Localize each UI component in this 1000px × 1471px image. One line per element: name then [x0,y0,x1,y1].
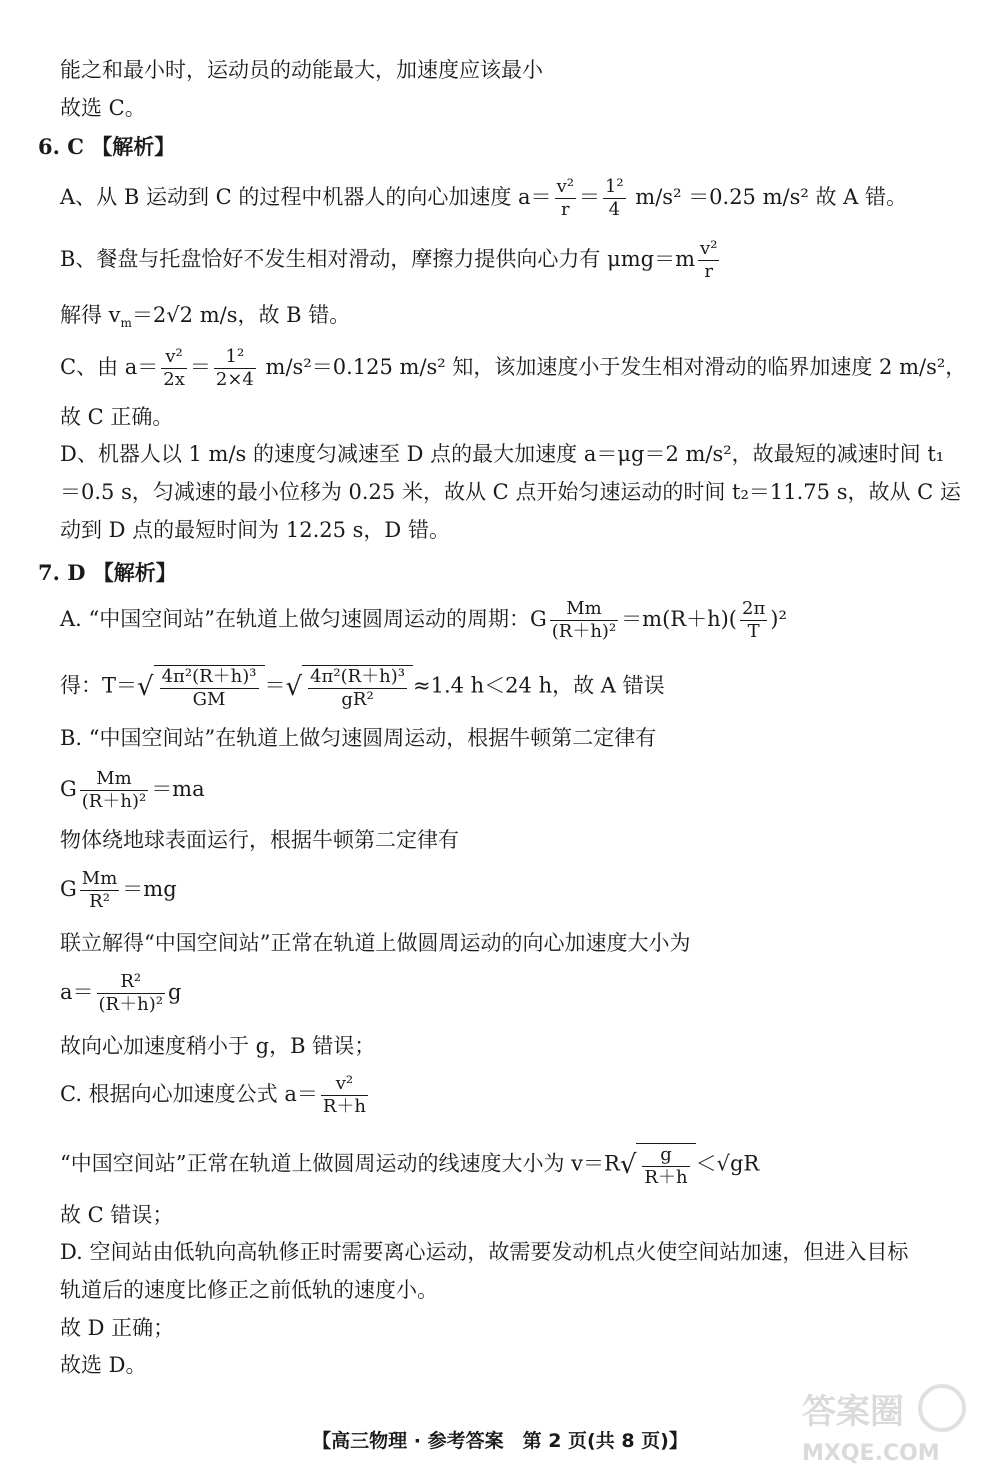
q7-equation-a: a＝ $\frac{\text{R²}}{\text{(R＋h)²}}$ g [60,971,182,1015]
q6-option-a: A、从 B 运动到 C 的过程中机器人的向心加速度 a＝ $\frac{\text{v²}}{r}$ ＝ $\frac{\text{1²}}{4}$ m/s² ＝0.25 m/s² 故 A 错。 [60,176,907,220]
q7-equation-mg: G $\frac{Mm}{\text{R²}}$ ＝mg [60,868,177,912]
q7-equation-ma: G $\frac{Mm}{\text{(R＋h)²}}$ ＝ma [60,768,205,812]
watermark-cn-text: 答案圈 [802,1392,904,1432]
text-line: 故 C 正确。 [60,405,174,429]
watermark-logo [792,1378,982,1468]
text-line: 动到 D 点的最短时间为 12.25 s，D 错。 [60,518,450,542]
text-line: 轨道后的速度比修正之前低轨的速度小。 [60,1278,438,1302]
q7-option-c-velocity: “中国空间站”正常在轨道上做圆周运动的线速度大小为 v＝R√ $\frac{g}{R+h}$ ＜√gR [60,1144,760,1188]
text-line: 联立解得“中国空间站”正常在轨道上做圆周运动的向心加速度大小为 [60,931,691,955]
text-line: D. 空间站由低轨向高轨修正时需要离心运动，故需要发动机点火使空间站加速，但进入目标 [60,1240,909,1264]
text-line: 故向心加速度稍小于 g，B 错误； [60,1034,376,1058]
watermark-url-text: MXQE.COM [802,1441,940,1466]
text-line: 故 D 正确； [60,1316,175,1340]
text-line: 物体绕地球表面运行，根据牛顿第二定律有 [60,828,459,852]
text-line: 能之和最小时，运动员的动能最大，加速度应该最小 [60,58,543,82]
q7-option-a-period: 得：T＝√ $\frac{\text{4π²(R＋h)³}}{GM}$ ＝√ $\frac{\text{4π²(R＋h)³}}{\text{gR²}}$ ≈1.4 h＜24 h，故 A 错误 [60,666,665,710]
q7-option-c: C. 根据向心加速度公式 a＝ $\frac{\text{v²}}{R+h}$ [60,1073,367,1117]
watermark-ring [920,1386,964,1430]
question-7-heading: 7. D 【解析】 [38,560,177,585]
q6-option-b-result: 解得 $v_m=2√2$ m/s，故 B 错。 [60,303,351,331]
q7-option-a: A. “中国空间站”在轨道上做匀速圆周运动的周期：G $\frac{Mm}{\text{(R＋h)²}}$ ＝m(R＋h)( $\frac{2\pi}{T}$ )² [60,598,787,642]
text-line: 故 C 错误； [60,1203,174,1227]
question-6-heading: 6. C 【解析】 [38,134,176,159]
text-line: ＝0.5 s，匀减速的最小位移为 0.25 米，故从 C 点开始匀速运动的时间 t₂＝11.75 s，故从 C 运 [60,480,961,504]
text-line: B. “中国空间站”在轨道上做匀速圆周运动，根据牛顿第二定律有 [60,726,657,750]
text-line: D、机器人以 1 m/s 的速度匀减速至 D 点的最大加速度 a＝μg＝2 m/s²，故最短的减速时间 t₁ [60,442,945,466]
q6-option-c: C、由 a＝ $\frac{\text{v²}}{2x}$ ＝ $\frac{\text{1²}}{2\times 4}$ m/s²＝0.125 m/s² 知，该加速度小于发生相对滑动的临界加速度 2 m/s²， [60,346,967,390]
page-footer: 【高三物理 · 参考答案 第 2 页(共 8 页)】 [312,1430,688,1452]
q6-option-b: B、餐盘与托盘恰好不发生相对滑动，摩擦力提供向心力有 μmg＝m $\frac{\text{v²}}{r}$ [60,238,718,282]
text-line: 故选 D。 [60,1353,147,1377]
text-line: 故选 C。 [60,96,146,120]
